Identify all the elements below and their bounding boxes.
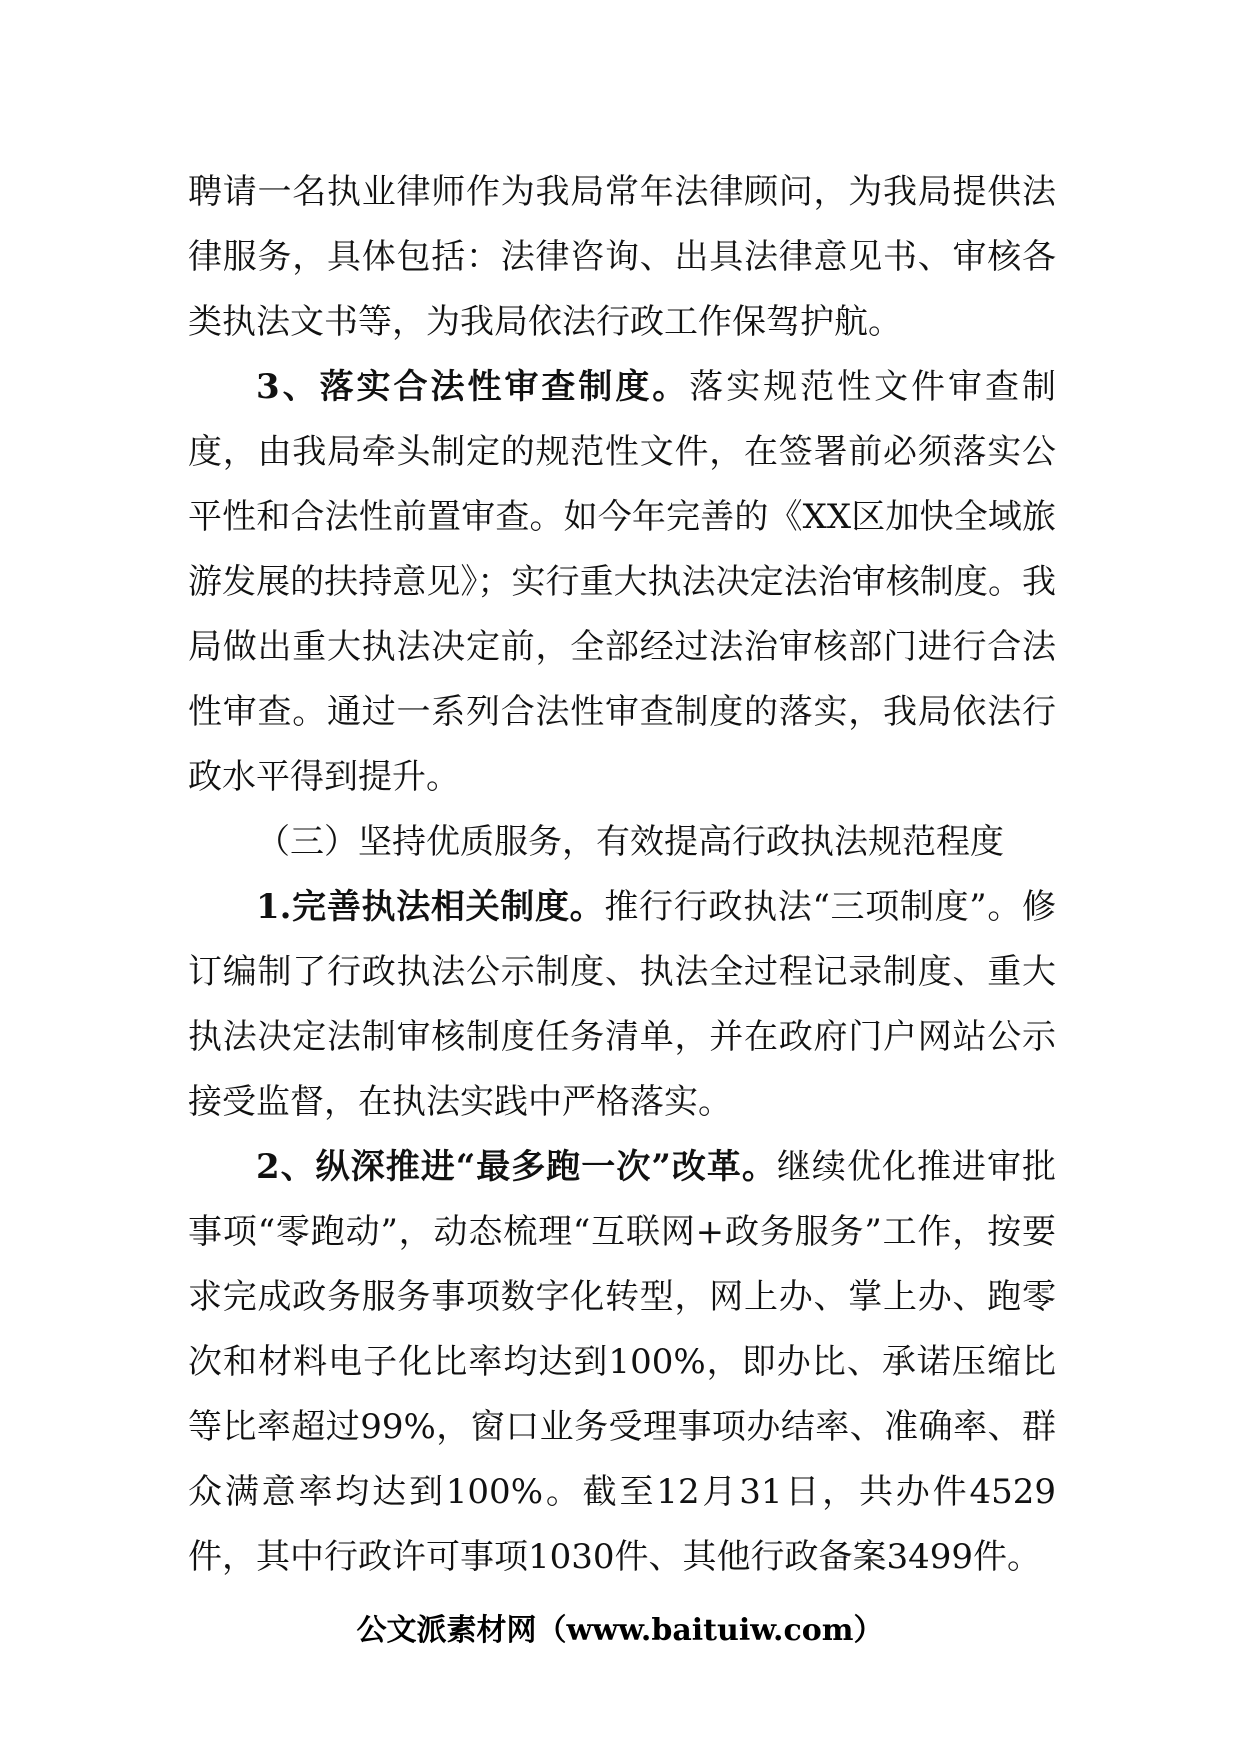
paragraph-legal-counsel — [188, 160, 1056, 355]
paragraph-heading: 3、落实合法性审查制度。 — [256, 367, 690, 407]
paragraph-heading: 1.完善执法相关制度。 — [256, 887, 605, 927]
document-body — [188, 160, 1056, 1590]
section-heading-quality-service — [188, 810, 1056, 875]
paragraph-text: 继续优化推进审批事项“零跑动”，动态梳理“互联网+政务服务”工作，按要求完成政务服务事项数字化转型，网上办、掌上办、跑零次和材料电子化比率均达到100%，即办比、承诺压缩比等比率超过99%，窗口业务受理事项办结率、准确率、群众满意率均达到100%。截至12月31日，共办件4529件，其中行政许可事项1030件、其他行政备案3499件。 — [188, 1147, 1056, 1577]
paragraph-legality-review — [188, 355, 1056, 810]
paragraph-text: 聘请一名执业律师作为我局常年法律顾问，为我局提供法律服务，具体包括：法律咨询、出具法律意见书、审核各类执法文书等，为我局依法行政工作保驾护航。 — [188, 172, 1056, 342]
section-heading-text: （三）坚持优质服务，有效提高行政执法规范程度 — [256, 822, 1004, 862]
paragraph-reform — [188, 1135, 1056, 1590]
footer-watermark: 公文派素材网（www.baituiw.com） — [356, 1613, 884, 1648]
paragraph-heading: 2、纵深推进“最多跑一次”改革。 — [256, 1147, 777, 1187]
paragraph-text: 落实规范性文件审查制度，由我局牵头制定的规范性文件，在签署前必须落实公平性和合法性前置审查。如今年完善的《XX区加快全域旅游发展的扶持意见》；实行重大执法决定法治审核制度。我局做出重大执法决定前，全部经过法治审核部门进行合法性审查。通过一系列合法性审查制度的落实，我局依法行政水平得到提升。 — [188, 367, 1056, 797]
paragraph-enforcement-system — [188, 875, 1056, 1135]
paragraph-text: 推行行政执法“三项制度”。修订编制了行政执法公示制度、执法全过程记录制度、重大执法决定法制审核制度任务清单，并在政府门户网站公示接受监督，在执法实践中严格落实。 — [188, 887, 1056, 1122]
